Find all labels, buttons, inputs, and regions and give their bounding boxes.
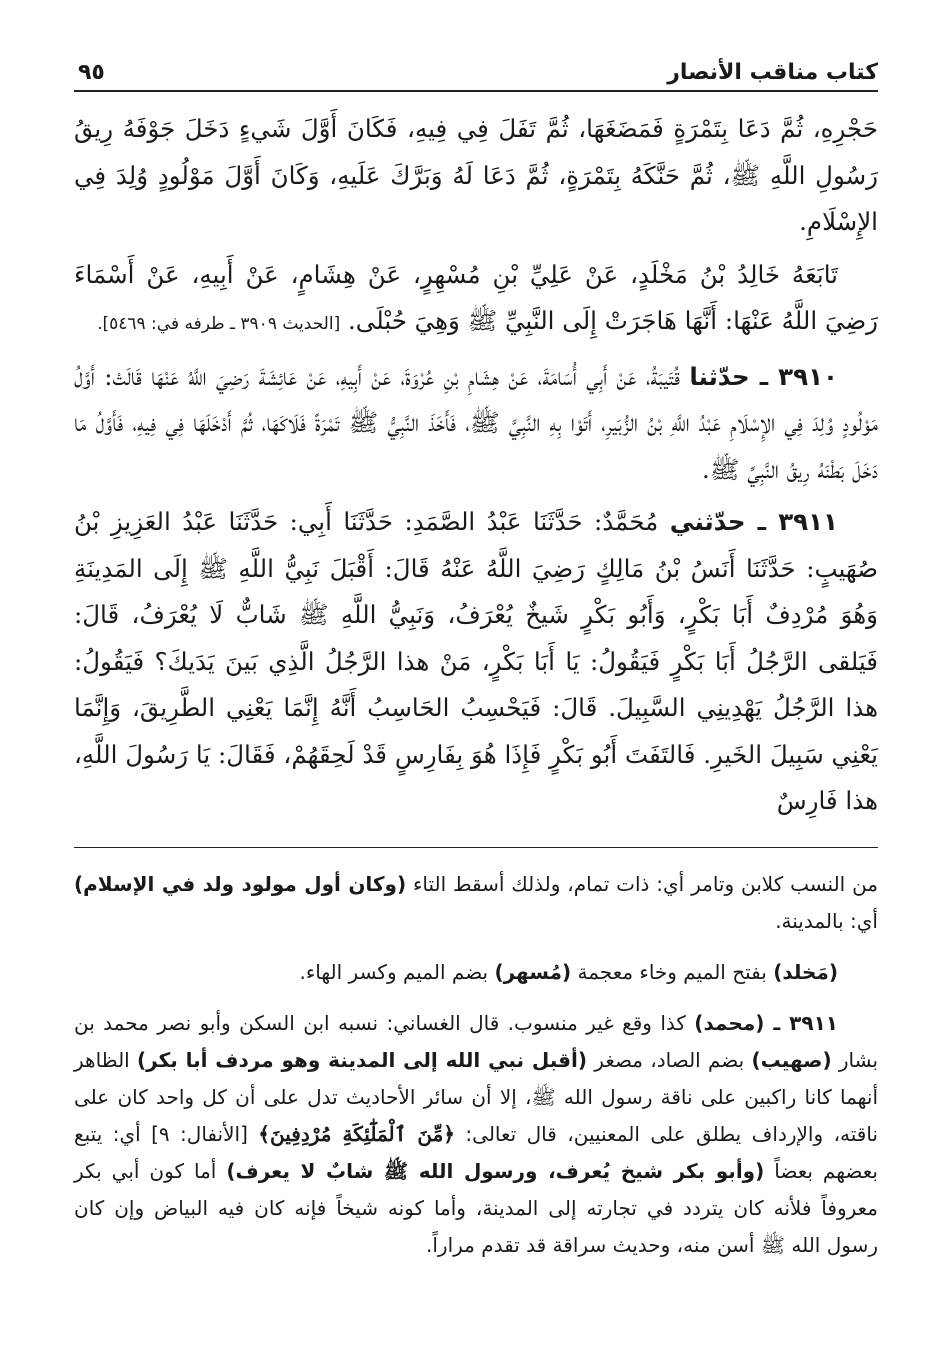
note-1-keyword: (وكان أول مولود ولد في الإسلام) xyxy=(74,871,407,896)
hadith-3910-text: قُتَيبَةُ، عَنْ أَبِي أُسَامَةَ، عَنْ هِشَامِ بْنِ عُرْوَةَ، عَنْ أَبِيهِ، عَنْ عَائِشَةَ رَضِيَ اللَّهُ عَنْهَا قَالَتْ: أَوَّلُ مَوْلُودٍ وُلِدَ فِي الإِسْلَامِ عَبْدُ اللَّهِ بْنُ الزُّبَيرِ، أَتَوْا بِهِ النَّبِيَّ ﷺ، فَأَخَذَ النَّبِيُّ ﷺ تَمْرَةً فَلَاكَهَا، ثُمَّ أَدْخَلَهَا فِي فِيهِ، فَأَوَّلُ مَا دَخَلَ بَطْنَهُ رِيقُ النَّبِيِّ ﷺ. xyxy=(74,361,878,484)
page-header xyxy=(74,58,878,92)
note-3 xyxy=(74,1005,878,1264)
note-3-text-a: كذا وقع غير منسوب. قال الغساني: نسبه ابن السكن وأبو نصر محمد بن بشار xyxy=(74,1010,879,1072)
hadith-3911-text: مُحَمَّدٌ: حَدَّثَنَا عَبْدُ الصَّمَدِ: حَدَّثَنَا أَبِي: حَدَّثَنَا عَبْدُ العَزِيزِ بْنُ صُهَيبٍ: حَدَّثَنَا أَنَسُ بْنُ مَالِكٍ رَضِيَ اللَّهُ عَنْهُ قَالَ: أَقْبَلَ نَبِيُّ اللَّهِ ﷺ إِلَى المَدِينَةِ وَهُوَ مُرْدِفٌ أَبَا بَكْرٍ، وَأَبُو بَكْرٍ شَيخٌ يُعْرَفُ، وَنَبِيُّ اللَّهِ ﷺ شَابٌّ لَا يُعْرَفُ، قَالَ: فَيَلقى الرَّجُلُ أَبَا بَكْرٍ فَيَقُولُ: يَا أَبَا بَكْرٍ، مَنْ هذا الرَّجُلُ الَّذِي بَينَ يَدَيكَ؟ فَيَقُولُ: هذا الرَّجُلُ يَهْدِينِي السَّبِيلَ. قَالَ: فَيَحْسِبُ الحَاسِبُ أَنَّهُ إِنَّمَا يَعْنِي الطَّرِيقَ، وَإِنَّمَا يَعْنِي سَبِيلَ الخَيرِ. فَالتَفَتَ أَبُو بَكْرٍ فَإِذَا هُوَ بِفَارِسٍ قَدْ لَحِقَهُمْ، فَقَالَ: يَا رَسُولَ اللَّهِ، هذا فَارِسٌ xyxy=(74,507,878,815)
note-2-text-a: بفتح الميم وخاء معجمة xyxy=(577,959,767,984)
note-3-number: ٣٩١١ ـ (محمد) xyxy=(694,1010,838,1035)
note-3-text-d: [الأنفال: ٩] أي: يتبع بعضهم بعضاً xyxy=(74,1121,878,1183)
hadith-3910-number: ٣٩١٠ ـ حدّثنا xyxy=(689,361,838,391)
book-page xyxy=(74,58,878,1348)
hadith-text xyxy=(74,106,878,825)
note-3-text-c: الظاهر أنهما كانا راكبين على ناقة رسول الله ﷺ، إلا أن سائر الأحاديث تدل على أن كل واحد كان على ناقته، والإرداف يطلق على المعنيين، قال تعالى: xyxy=(74,1047,878,1146)
page-number: ٩٥ xyxy=(78,60,105,85)
book-title: كتاب مناقب الأنصار xyxy=(667,60,878,85)
note-3-keyword-a: (صهيب) xyxy=(751,1047,832,1072)
commentary-notes xyxy=(74,866,878,1264)
note-1-text: من النسب كلابن وتامر أي: ذات تمام، ولذلك أسقط التاء xyxy=(412,871,879,896)
note-3-keyword-c: (وأبو بكر شيخ يُعرف، ورسول الله ﷺ شابٌ لا يعرف) xyxy=(226,1158,765,1183)
note-2-text-b: بضم الميم وكسر الهاء. xyxy=(299,959,489,984)
note-2-keyword-a: (مَخلد) xyxy=(773,959,838,984)
note-3-keyword-b: (أقبل نبي الله إلى المدينة وهو مردف أبا بكر) xyxy=(137,1047,588,1072)
hadith-3910 xyxy=(74,354,878,494)
note-2 xyxy=(74,954,878,991)
hadith-reference: [الحديث ٣٩٠٩ ـ طرفه في: ٥٤٦٩]. xyxy=(97,314,341,334)
paragraph-continuation: حَجْرِهِ، ثُمَّ دَعَا بِتَمْرَةٍ فَمَضَغَهَا، ثُمَّ تَفَلَ فِي فِيهِ، فَكَانَ أَوَّلَ شَيءٍ دَخَلَ جَوْفَهُ رِيقُ رَسُولِ اللَّهِ ﷺ، ثُمَّ حَنَّكَهُ بِتَمْرَةٍ، ثُمَّ دَعَا لَهُ وَبَرَّكَ عَلَيهِ، وَكَانَ أَوَّلَ مَوْلُودٍ وُلِدَ فِي الإِسْلَامِ. xyxy=(74,114,878,236)
tabaahu-text: تَابَعَهُ خَالِدُ بْنُ مَخْلَدٍ، عَنْ عَلِيِّ بْنِ مُسْهِرٍ، عَنْ هِشَامٍ، عَنْ أَبِيهِ، عَنْ أَسْمَاءَ رَضِيَ اللَّهُ عَنْهَا: أَنَّهَا هَاجَرَتْ إِلَى النَّبِيِّ ﷺ وَهِيَ حُبْلَى. xyxy=(74,259,878,335)
note-3-quran-verse: ﴿مِّنَ ٱلْمَلَٰٓئِكَةِ مُرْدِفِينَ﴾ xyxy=(258,1121,455,1146)
hadith-3911 xyxy=(74,499,878,825)
note-3-text-b: بضم الصاد، مصغر xyxy=(594,1047,745,1072)
note-2-keyword-b: (مُسهر) xyxy=(494,959,572,984)
hadith-3911-number: ٣٩١١ ـ حدّثني xyxy=(669,507,839,536)
note-1-explanation: أي: بالمدينة. xyxy=(775,908,878,933)
note-3-text-e: أما كون أبي بكر معروفاً فلأنه كان يتردد في تجارته إلى المدينة، وأما كونه شيخاً فإنه كان فيه البياض وإن كان رسول الله ﷺ أسن منه، وحديث سراقة قد تقدم مراراً. xyxy=(74,1158,878,1257)
footnote-separator xyxy=(74,847,878,848)
paragraph-tabaahu xyxy=(74,252,878,348)
note-1 xyxy=(74,866,878,940)
